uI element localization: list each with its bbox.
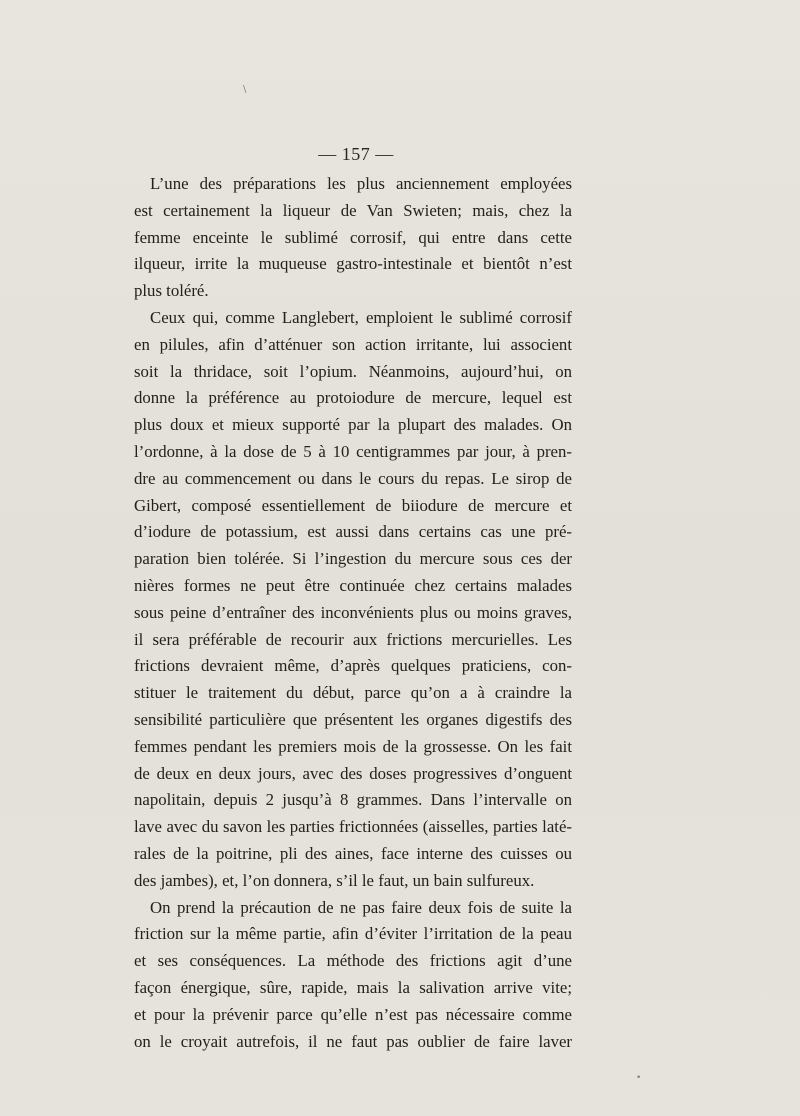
text-line: dre au commencement ou dans le cours du repas. Le sirop de	[134, 468, 572, 488]
text-line: nières formes ne peut être continuée chez certains malades	[134, 575, 572, 595]
text-line: femme enceinte le sublimé corrosif, qui entre dans cette	[134, 227, 572, 247]
paragraph	[134, 305, 572, 895]
text-line: friction sur la même partie, afin d’éviter l’irritation de la peau	[134, 924, 572, 944]
paper-speck: •	[636, 1073, 642, 1083]
text-line: on le croyait autrefois, il ne faut pas oublier de faire laver	[134, 1031, 572, 1051]
text-line: et pour la prévenir parce qu’elle n’est pas nécessaire comme	[134, 1004, 572, 1024]
paragraph	[134, 895, 572, 1056]
body-text	[134, 171, 572, 1055]
text-line: et ses conséquences. La méthode des frictions agit d’une	[134, 951, 572, 971]
text-line: sensibilité particulière que présentent les organes digestifs des	[134, 709, 572, 729]
page-number: — 157 —	[318, 144, 394, 164]
text-line: rales de la poitrine, pli des aines, face interne des cuisses ou	[134, 843, 572, 863]
text-line: de deux en deux jours, avec des doses progressives d’onguent	[134, 763, 572, 783]
paragraph	[134, 171, 572, 305]
text-line: lave avec du savon les parties frictionnées (aisselles, parties laté-	[134, 817, 572, 837]
text-line: femmes pendant les premiers mois de la grossesse. On les fait	[134, 736, 572, 756]
text-line: l’ordonne, à la dose de 5 à 10 centigrammes par jour, à pren-	[134, 441, 572, 461]
paper-speck: \	[243, 84, 247, 95]
text-line: frictions devraient même, d’après quelques praticiens, con-	[134, 656, 572, 676]
text-line: paration bien tolérée. Si l’ingestion du mercure sous ces der	[134, 549, 572, 569]
text-line: plus doux et mieux supporté par la plupart des malades. On	[134, 415, 572, 435]
text-line: plus toléré.	[134, 281, 209, 301]
text-line: d’iodure de potassium, est aussi dans certains cas une pré-	[134, 522, 572, 542]
text-line: des jambes), et, l’on donnera, s’il le faut, un bain sulfureux.	[134, 870, 535, 890]
text-line: Gibert, composé essentiellement de biiodure de mercure et	[134, 495, 572, 515]
text-line: L’une des préparations les plus anciennement employées	[150, 174, 572, 193]
text-line: soit la thridace, soit l’opium. Néanmoins, aujourd’hui, on	[134, 361, 572, 381]
text-line: donne la préférence au protoiodure de mercure, lequel est	[134, 388, 572, 408]
text-line: il sera préférable de recourir aux frictions mercurielles. Les	[134, 629, 572, 649]
text-line: façon énergique, sûre, rapide, mais la salivation arrive vite;	[134, 977, 572, 997]
text-line: On prend la précaution de ne pas faire deux fois de suite la	[150, 897, 572, 917]
text-line: Ceux qui, comme Langlebert, emploient le sublimé corrosif	[150, 307, 572, 327]
text-line: stituer le traitement du début, parce qu’on a à craindre la	[134, 683, 572, 703]
text-line: ilqueur, irrite la muqueuse gastro-intestinale et bientôt n’est	[134, 254, 572, 274]
text-line: en pilules, afin d’atténuer son action irritante, lui associent	[134, 334, 572, 354]
text-line: sous peine d’entraîner des inconvénients plus ou moins graves,	[134, 602, 572, 622]
text-line: est certainement la liqueur de Van Swieten; mais, chez la	[134, 200, 572, 220]
text-line: napolitain, depuis 2 jusqu’à 8 grammes. Dans l’intervalle on	[134, 790, 572, 810]
